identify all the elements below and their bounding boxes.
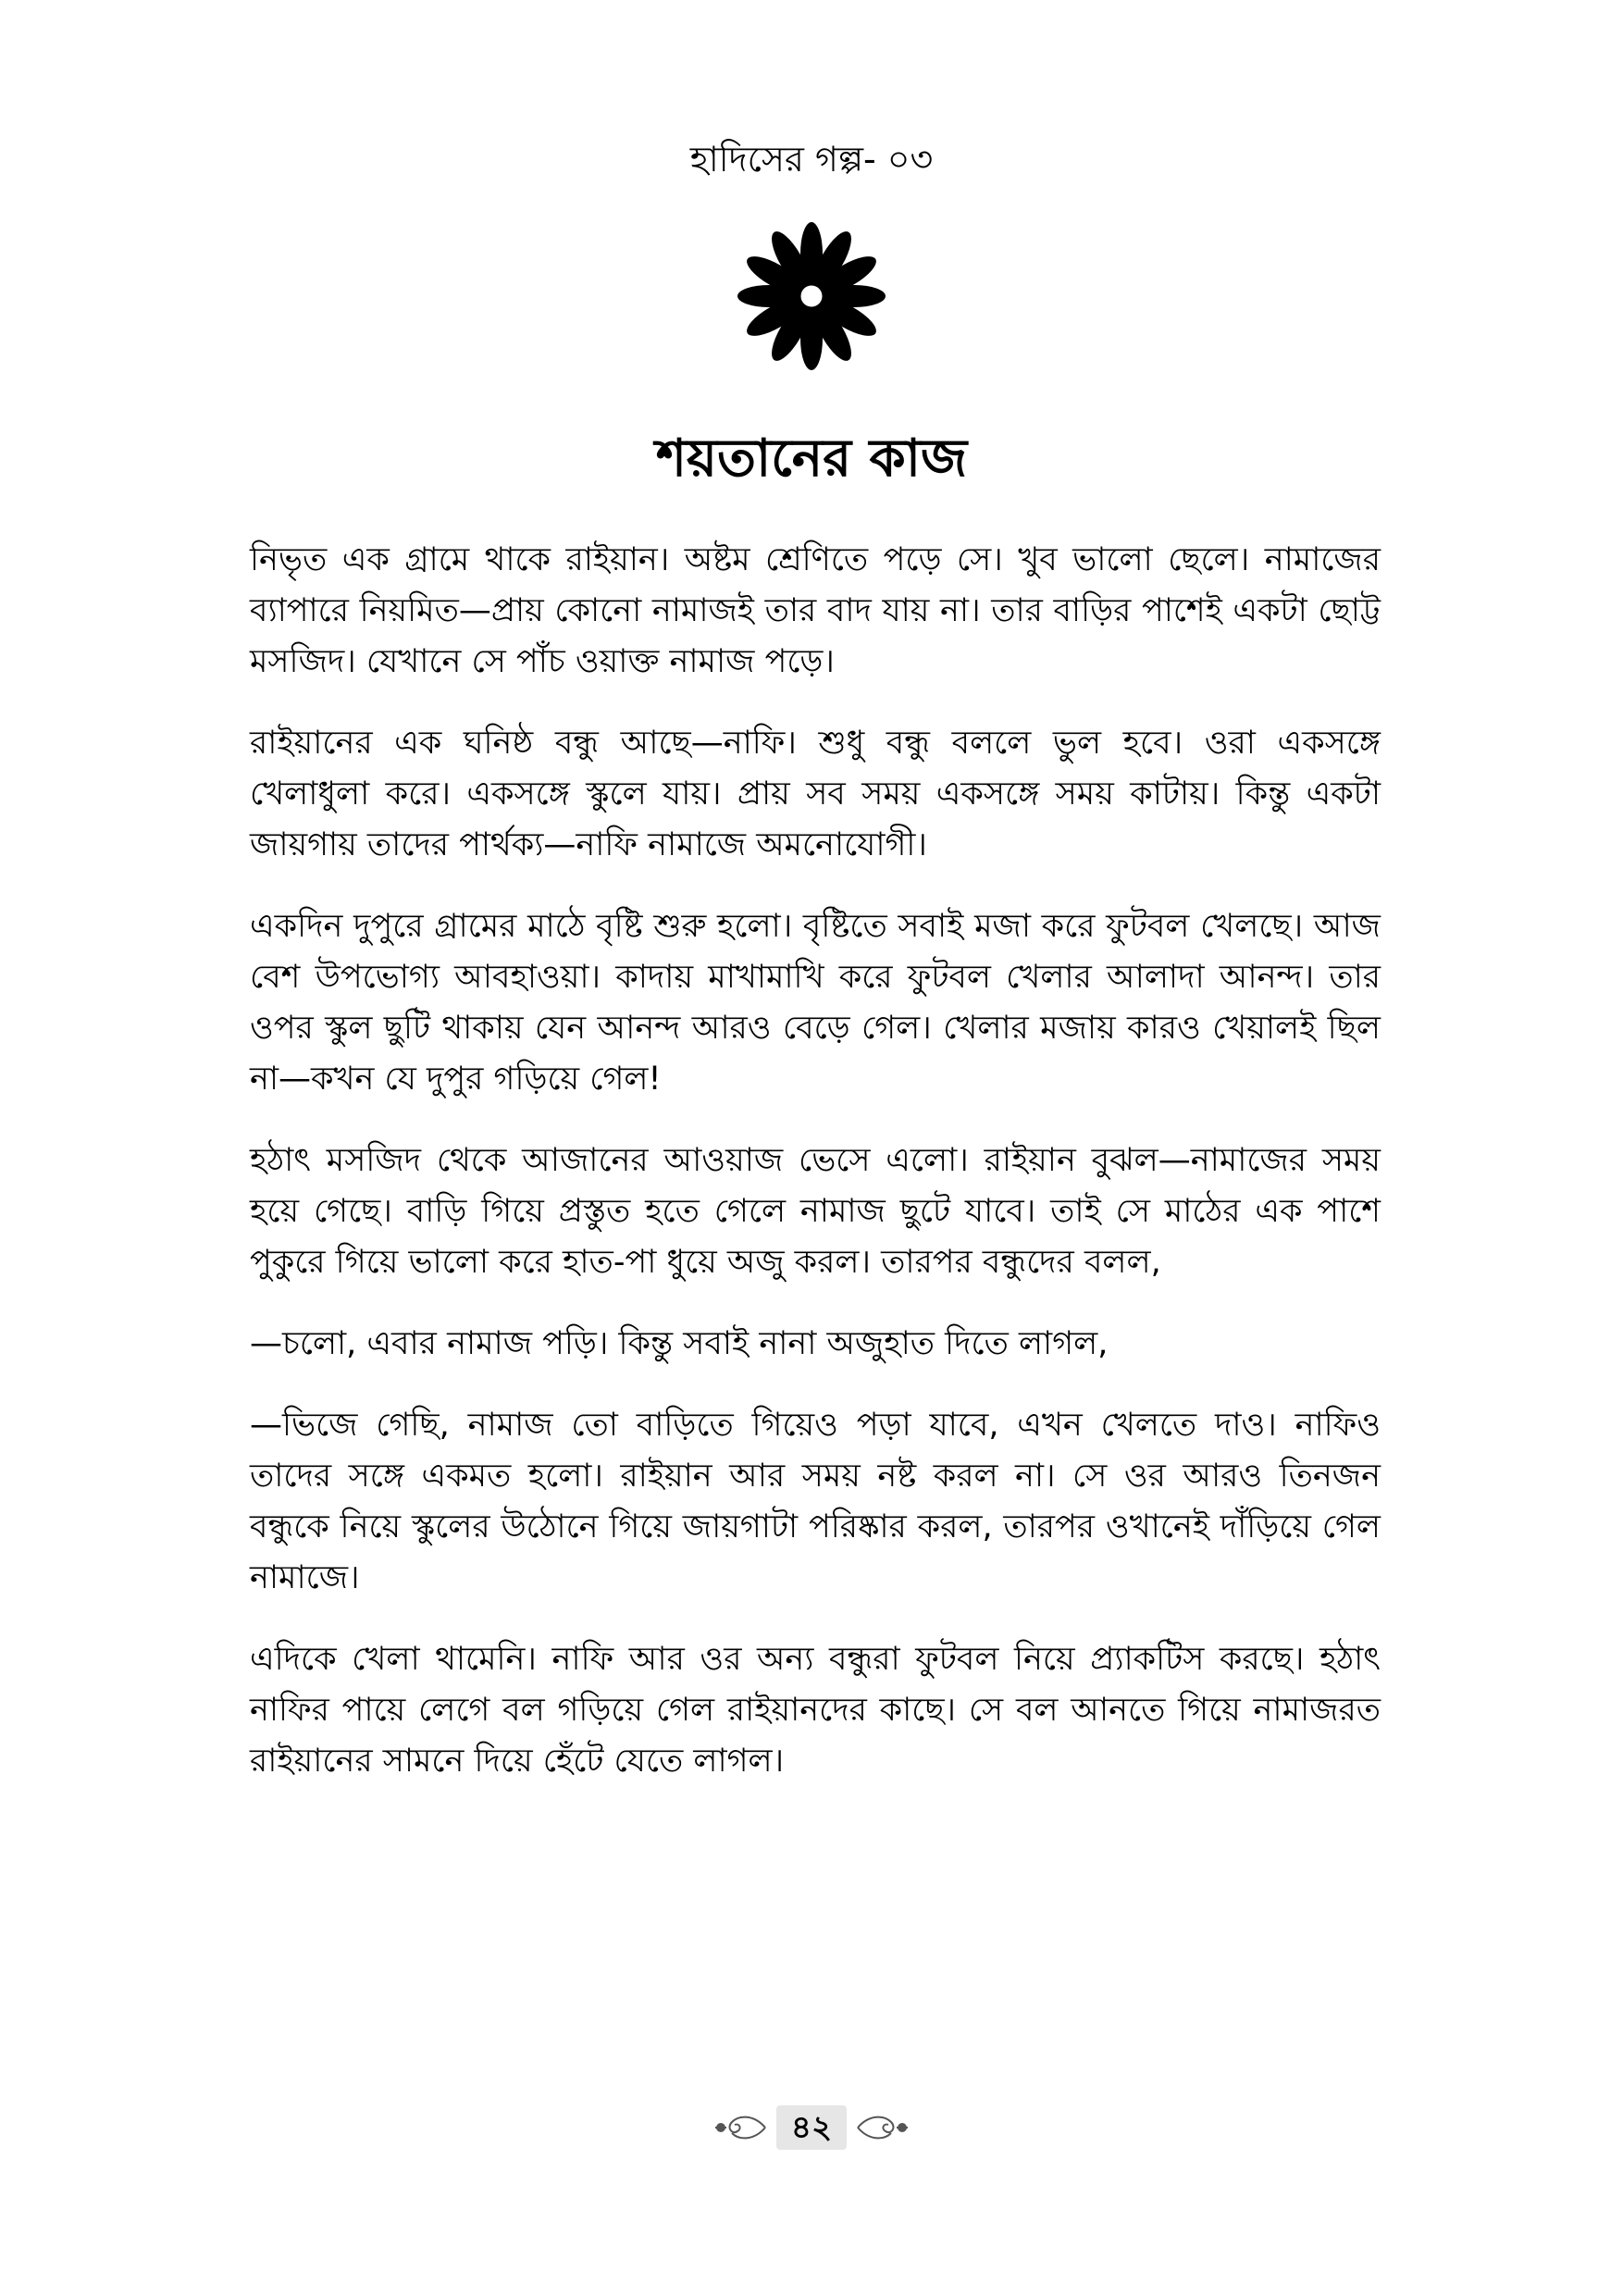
running-header: হাদিসের গল্প- ০৩ <box>689 139 934 180</box>
body-text <box>250 535 1381 1818</box>
flower-ornament-icon <box>737 222 886 370</box>
paragraph: হঠাৎ মসজিদ থেকে আজানের আওয়াজ ভেসে এলো। রাইয়ান বুঝল—নামাজের সময় হয়ে গেছে। বাড়ি গিয়ে প্রস্তুত হতে গেলে নামাজ ছুটে যাবে। তাই সে মাঠের এক পাশে পুকুরে গিয়ে ভালো করে হাত-পা ধুয়ে অজু করল। তারপর বন্ধুদের বলল, <box>250 1142 1381 1281</box>
paragraph: এদিকে খেলা থামেনি। নাফি আর ওর অন্য বন্ধুরা ফুটবল নিয়ে প্র্যাকটিস করছে। হঠাৎ নাফির পায়ে লেগে বল গড়িয়ে গেল রাইয়ানদের কাছে। সে বল আনতে গিয়ে নামাজরত রাইয়ানের সামনে দিয়ে হেঁটে যেতে লাগল। <box>250 1641 1381 1780</box>
page-number <box>0 2105 1623 2150</box>
right-flourish-icon <box>856 2109 911 2146</box>
paragraph: রাইয়ানের এক ঘনিষ্ঠ বন্ধু আছে—নাফি। শুধু বন্ধু বললে ভুল হবে। ওরা একসঙ্গে খেলাধুলা করে। একসঙ্গে স্কুলে যায়। প্রায় সব সময় একসঙ্গে সময় কাটায়। কিন্তু একটা জায়গায় তাদের পার্থক্য—নাফি নামাজে অমনোযোগী। <box>250 725 1381 863</box>
left-flourish-icon <box>712 2109 767 2146</box>
page-number-label: ৪২ <box>776 2105 847 2150</box>
chapter-title: শয়তানের কাজ <box>655 428 968 489</box>
paragraph: নিভৃত এক গ্রামে থাকে রাইয়ান। অষ্টম শ্রেণিতে পড়ে সে। খুব ভালো ছেলে। নামাজের ব্যাপারে নিয়মিত—প্রায় কোনো নামাজই তার বাদ যায় না। তার বাড়ির পাশেই একটা ছোট্ট মসজিদ। যেখানে সে পাঁচ ওয়াক্ত নামাজ পড়ে। <box>250 541 1381 680</box>
paragraph: —চলো, এবার নামাজ পড়ি। কিন্তু সবাই নানা অজুহাত দিতে লাগল, <box>250 1325 1109 1362</box>
paragraph: —ভিজে গেছি, নামাজ তো বাড়িতে গিয়েও পড়া যাবে, এখন খেলতে দাও। নাফিও তাদের সঙ্গে একমত হলো। রাইয়ান আর সময় নষ্ট করল না। সে ওর আরও তিনজন বন্ধুকে নিয়ে স্কুলের উঠোনে গিয়ে জায়গাটা পরিষ্কার করল, তারপর ওখানেই দাঁড়িয়ে গেল নামাজে। <box>250 1407 1381 1596</box>
paragraph: একদিন দুপুরে গ্রামের মাঠে বৃষ্টি শুরু হলো। বৃষ্টিতে সবাই মজা করে ফুটবল খেলছে। আজ বেশ উপভোগ্য আবহাওয়া। কাদায় মাখামাখি করে ফুটবল খেলার আলাদা আনন্দ। তার ওপর স্কুল ছুটি থাকায় যেন আনন্দ আরও বেড়ে গেল। খেলার মজায় কারও খেয়ালই ছিল না—কখন যে দুপুর গড়িয়ে গেল! <box>250 908 1381 1098</box>
